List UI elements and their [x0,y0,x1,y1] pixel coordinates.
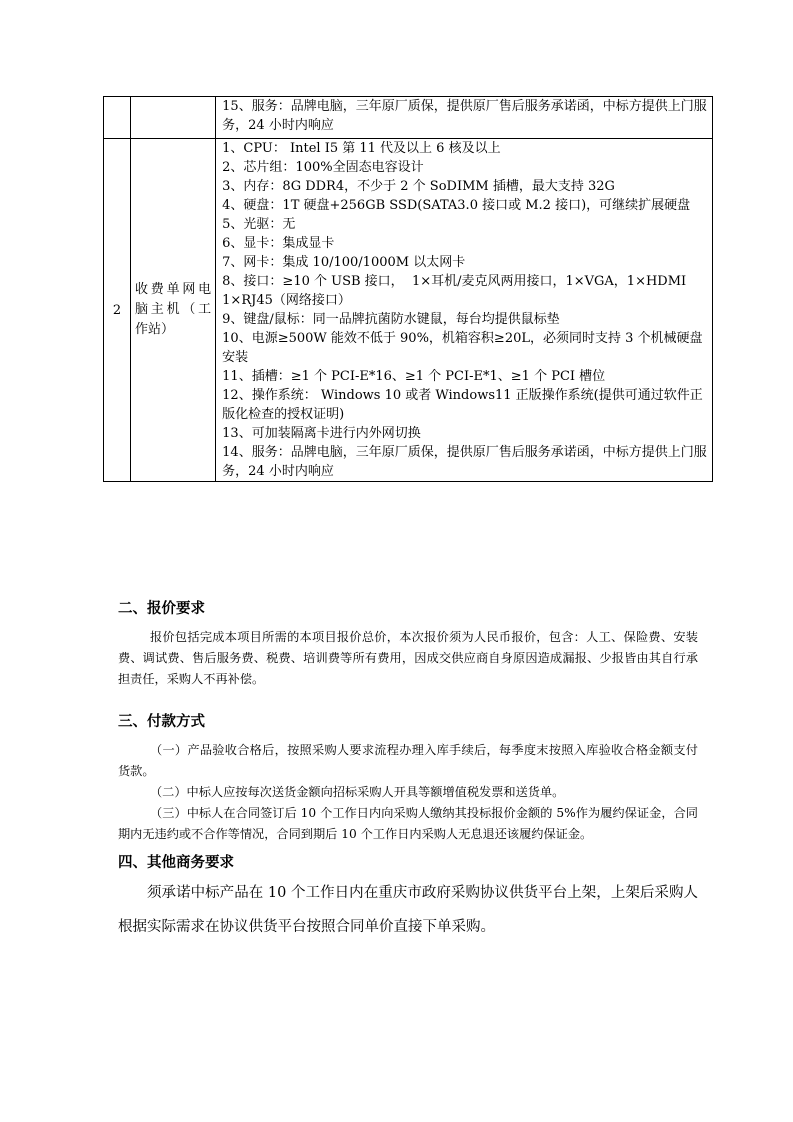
spec-line: 6、显卡：集成显卡 [222,236,335,251]
spec-line: 10、电源≥500W 能效不低于 90%，机箱容积≥20L，必须同时支持 3 个机械硬盘安装 [222,331,703,365]
item-specs [216,139,713,482]
pricing-paragraph: 报价包括完成本项目所需的本项目报价总价，本次报价须为人民币报价，包含：人工、保险费、安装费、调试费、售后服务费、税费、培训费等所有费用，因成交供应商自身原因造成漏报、少报皆由其自行承担责任，采购人不再补偿。 [118,630,698,686]
spec-line: 9、键盘/鼠标：同一品牌抗菌防水键鼠，每台均提供鼠标垫 [222,312,560,327]
spec-line: 7、网卡：集成 10/100/1000M 以太网卡 [222,255,466,270]
cell-number-empty [104,97,131,139]
spec-line: 1、CPU： Intel I5 第 11 代及以上 6 核及以上 [222,141,501,156]
spec-line: 13、可加装隔离卡进行内外网切换 [222,426,421,441]
payment-paragraph-3: （三）中标人在合同签订后 10 个工作日内向采购人缴纳其投标报价金额的 5%作为履约保证金，合同期内无违约或不合作等情况，合同到期后 10 个工作日内采购人无息退还该履约保证金。 [118,806,698,841]
spec-line: 11、插槽：≥1 个 PCI-E*16、≥1 个 PCI-E*1、≥1 个 PCI 槽位 [222,369,606,384]
spec-line: 14、服务：品牌电脑，三年原厂质保，提供原厂售后服务承诺函，中标方提供上门服务，24 小时内响应 [222,445,707,479]
item-name: 收费单网电脑主机（工作站） [131,139,216,482]
spec-line: 2、芯片组：100%全固态电容设计 [222,160,424,175]
spec-line: 3、内存：8G DDR4，不少于 2 个 SoDIMM 插槽，最大支持 32G [222,179,615,194]
cell-spec-tail [216,97,713,139]
spec-line: 8、接口：≥10 个 USB 接口， 1×耳机/麦克风两用接口，1×VGA，1×HDMI 1×RJ45（网络接口） [222,274,695,308]
spec-line: 5、光驱：无 [222,217,296,232]
payment-paragraph-2: （二）中标人应按每次送货金额向招标采购人开具等额增值税发票和送货单。 [150,785,565,799]
other-requirements-paragraph: 须承诺中标产品在 10 个工作日内在重庆市政府采购协议供货平台上架，上架后采购人根据实际需求在协议供货平台按照合同单价直接下单采购。 [118,885,698,935]
payment-paragraph-1: （一）产品验收合格后，按照采购人要求流程办理入库手续后，每季度末按照入库验收合格金额支付货款。 [118,743,698,778]
spec-line: 4、硬盘：1T 硬盘+256GB SSD(SATA3.0 接口或 M.2 接口)，可继续扩展硬盘 [222,198,691,213]
spec-line: 12、操作系统： Windows 10 或者 Windows11 正版操作系统(提供可通过软件正版化检查的授权证明) [222,388,703,422]
table-row [104,139,713,482]
spec-line: 15、服务：品牌电脑，三年原厂质保，提供原厂售后服务承诺函，中标方提供上门服务，24 小时内响应 [222,99,707,133]
spec-table [103,96,713,482]
section-heading-pricing: 二、报价要求 [118,601,205,617]
item-number: 2 [104,139,131,482]
section-heading-payment: 三、付款方式 [118,714,205,730]
cell-name-empty [131,97,216,139]
table-row [104,97,713,139]
section-heading-other: 四、其他商务要求 [118,855,234,871]
